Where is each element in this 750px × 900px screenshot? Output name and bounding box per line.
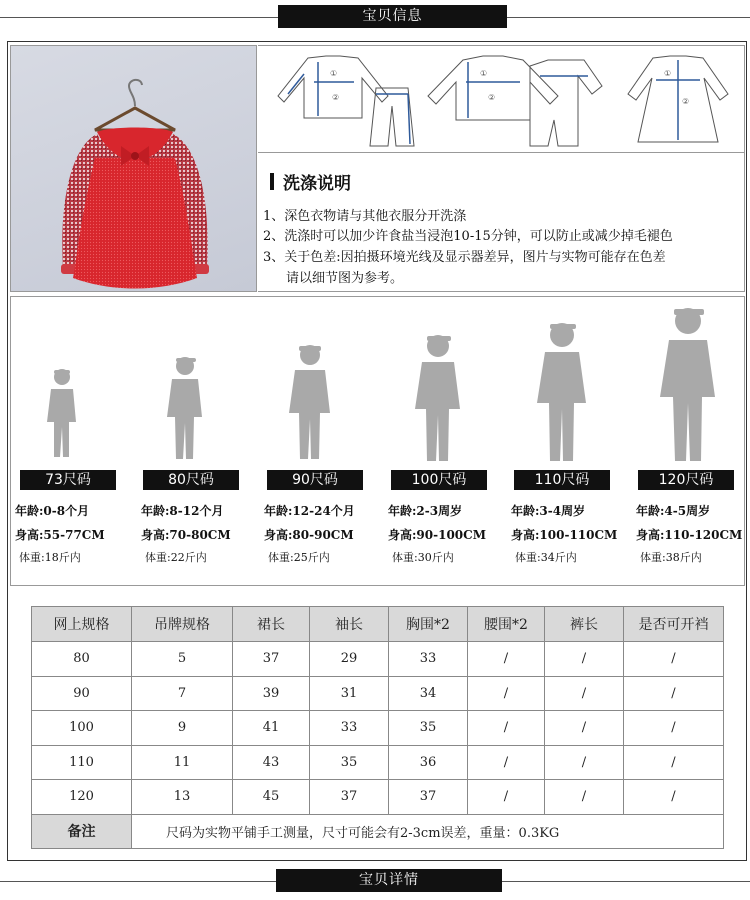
table-note-row bbox=[32, 814, 724, 849]
wash-title bbox=[270, 169, 351, 194]
table-cell: 13 bbox=[132, 780, 233, 815]
section-title-info: 宝贝信息 bbox=[278, 5, 507, 28]
measurement-diagrams bbox=[258, 46, 745, 154]
table-row bbox=[32, 676, 724, 711]
table-cell: 110 bbox=[32, 745, 132, 780]
size-height: 身高:55-77CM bbox=[15, 528, 105, 542]
shirt-diagram-icon bbox=[278, 56, 414, 146]
child-silhouette-icon bbox=[283, 343, 335, 465]
table-header: 裙长 bbox=[233, 607, 310, 642]
table-row bbox=[32, 780, 724, 815]
svg-text:②: ② bbox=[332, 93, 340, 102]
table-cell: 90 bbox=[32, 676, 132, 711]
size-reference-panel bbox=[10, 296, 745, 586]
size-weight: 体重:34斤内 bbox=[515, 551, 577, 564]
size-weight: 体重:18斤内 bbox=[19, 551, 81, 564]
table-cell: 41 bbox=[233, 711, 310, 746]
svg-text:②: ② bbox=[682, 97, 690, 106]
size-weight: 体重:22斤内 bbox=[145, 551, 207, 564]
size-height: 身高:100-110CM bbox=[511, 528, 618, 542]
table-cell: 36 bbox=[389, 745, 468, 780]
table-cell: / bbox=[624, 780, 724, 815]
table-header: 袖长 bbox=[310, 607, 389, 642]
size-height: 身高:90-100CM bbox=[388, 528, 486, 542]
dress-photo bbox=[11, 46, 257, 292]
table-cell: 37 bbox=[389, 780, 468, 815]
wash-title-text: 洗涤说明 bbox=[283, 174, 351, 194]
size-age: 年龄:8-12个月 bbox=[141, 504, 224, 518]
child-silhouette-icon bbox=[161, 355, 207, 465]
table-cell: 80 bbox=[32, 642, 132, 677]
table-cell: 43 bbox=[233, 745, 310, 780]
table-cell: 120 bbox=[32, 780, 132, 815]
table-cell: 39 bbox=[233, 676, 310, 711]
table-row bbox=[32, 711, 724, 746]
table-header: 是否可开裆 bbox=[624, 607, 724, 642]
child-silhouette-icon bbox=[654, 305, 720, 467]
table-cell: / bbox=[624, 642, 724, 677]
romper-diagram-icon bbox=[428, 56, 602, 146]
table-cell: 34 bbox=[389, 676, 468, 711]
wash-line-2: 2、洗涤时可以加少许食盐当浸泡10-15分钟，可以防止或减少掉毛褪色 bbox=[263, 229, 673, 244]
wash-instructions-panel bbox=[258, 153, 745, 292]
table-header: 胸围*2 bbox=[389, 607, 468, 642]
table-header-row bbox=[32, 607, 724, 642]
table-cell: 35 bbox=[389, 711, 468, 746]
table-row bbox=[32, 745, 724, 780]
wash-line-3: 3、关于色差:因拍摄环境光线及显示器差异，图片与实物可能存在色差 bbox=[263, 250, 666, 265]
table-cell: / bbox=[624, 676, 724, 711]
size-weight: 体重:30斤内 bbox=[392, 551, 454, 564]
table-cell: 9 bbox=[132, 711, 233, 746]
size-age: 年龄:2-3周岁 bbox=[388, 504, 463, 518]
size-tag-73: 73尺码 bbox=[20, 470, 116, 490]
table-cell: / bbox=[468, 745, 545, 780]
size-tag-110: 110尺码 bbox=[514, 470, 610, 490]
table-cell: 7 bbox=[132, 676, 233, 711]
size-age: 年龄:4-5周岁 bbox=[636, 504, 711, 518]
title-bar-icon bbox=[270, 173, 274, 190]
size-tag-80: 80尺码 bbox=[143, 470, 239, 490]
size-tag-90: 90尺码 bbox=[267, 470, 363, 490]
table-cell: / bbox=[545, 676, 624, 711]
svg-text:①: ① bbox=[480, 69, 488, 78]
table-header: 吊牌规格 bbox=[132, 607, 233, 642]
measurement-panel bbox=[258, 45, 745, 153]
table-cell: / bbox=[624, 745, 724, 780]
child-silhouette-icon bbox=[409, 333, 465, 467]
table-cell: / bbox=[545, 780, 624, 815]
table-cell: 5 bbox=[132, 642, 233, 677]
table-header: 腰围*2 bbox=[468, 607, 545, 642]
child-silhouette-icon bbox=[531, 321, 591, 467]
wash-line-4: 请以细节图为参考。 bbox=[286, 271, 404, 286]
table-cell: 33 bbox=[389, 642, 468, 677]
table-cell: 11 bbox=[132, 745, 233, 780]
product-photo bbox=[10, 45, 257, 292]
table-cell: 37 bbox=[233, 642, 310, 677]
table-cell: / bbox=[545, 711, 624, 746]
size-weight: 体重:38斤内 bbox=[640, 551, 702, 564]
table-cell: 100 bbox=[32, 711, 132, 746]
table-cell: / bbox=[468, 780, 545, 815]
table-cell: 37 bbox=[310, 780, 389, 815]
size-spec-table bbox=[31, 606, 724, 849]
table-cell: / bbox=[468, 711, 545, 746]
table-cell: / bbox=[545, 642, 624, 677]
child-silhouette-icon bbox=[41, 367, 81, 463]
section-title-detail: 宝贝详情 bbox=[276, 869, 502, 892]
size-age: 年龄:3-4周岁 bbox=[511, 504, 586, 518]
size-height: 身高:70-80CM bbox=[141, 528, 231, 542]
table-cell: / bbox=[624, 711, 724, 746]
size-age: 年龄:12-24个月 bbox=[264, 504, 355, 518]
table-cell: 45 bbox=[233, 780, 310, 815]
table-header: 网上规格 bbox=[32, 607, 132, 642]
table-cell: 31 bbox=[310, 676, 389, 711]
table-cell: 29 bbox=[310, 642, 389, 677]
table-cell: / bbox=[545, 745, 624, 780]
hanger-icon bbox=[95, 80, 175, 130]
table-cell: 35 bbox=[310, 745, 389, 780]
wash-line-1: 1、深色衣物请与其他衣服分开洗涤 bbox=[263, 209, 467, 224]
size-age: 年龄:0-8个月 bbox=[15, 504, 90, 518]
table-cell: / bbox=[468, 676, 545, 711]
note-label: 备注 bbox=[32, 814, 132, 849]
table-header: 裤长 bbox=[545, 607, 624, 642]
size-height: 身高:80-90CM bbox=[264, 528, 354, 542]
table-cell: / bbox=[468, 642, 545, 677]
svg-text:①: ① bbox=[664, 69, 672, 78]
size-weight: 体重:25斤内 bbox=[268, 551, 330, 564]
note-text: 尺码为实物平铺手工测量，尺寸可能会有2-3cm误差，重量：0.3KG bbox=[132, 814, 724, 849]
size-height: 身高:110-120CM bbox=[636, 528, 743, 542]
size-tag-100: 100尺码 bbox=[391, 470, 487, 490]
table-row bbox=[32, 642, 724, 677]
svg-text:②: ② bbox=[488, 93, 496, 102]
table-cell: 33 bbox=[310, 711, 389, 746]
svg-text:①: ① bbox=[330, 69, 338, 78]
size-tag-120: 120尺码 bbox=[638, 470, 734, 490]
